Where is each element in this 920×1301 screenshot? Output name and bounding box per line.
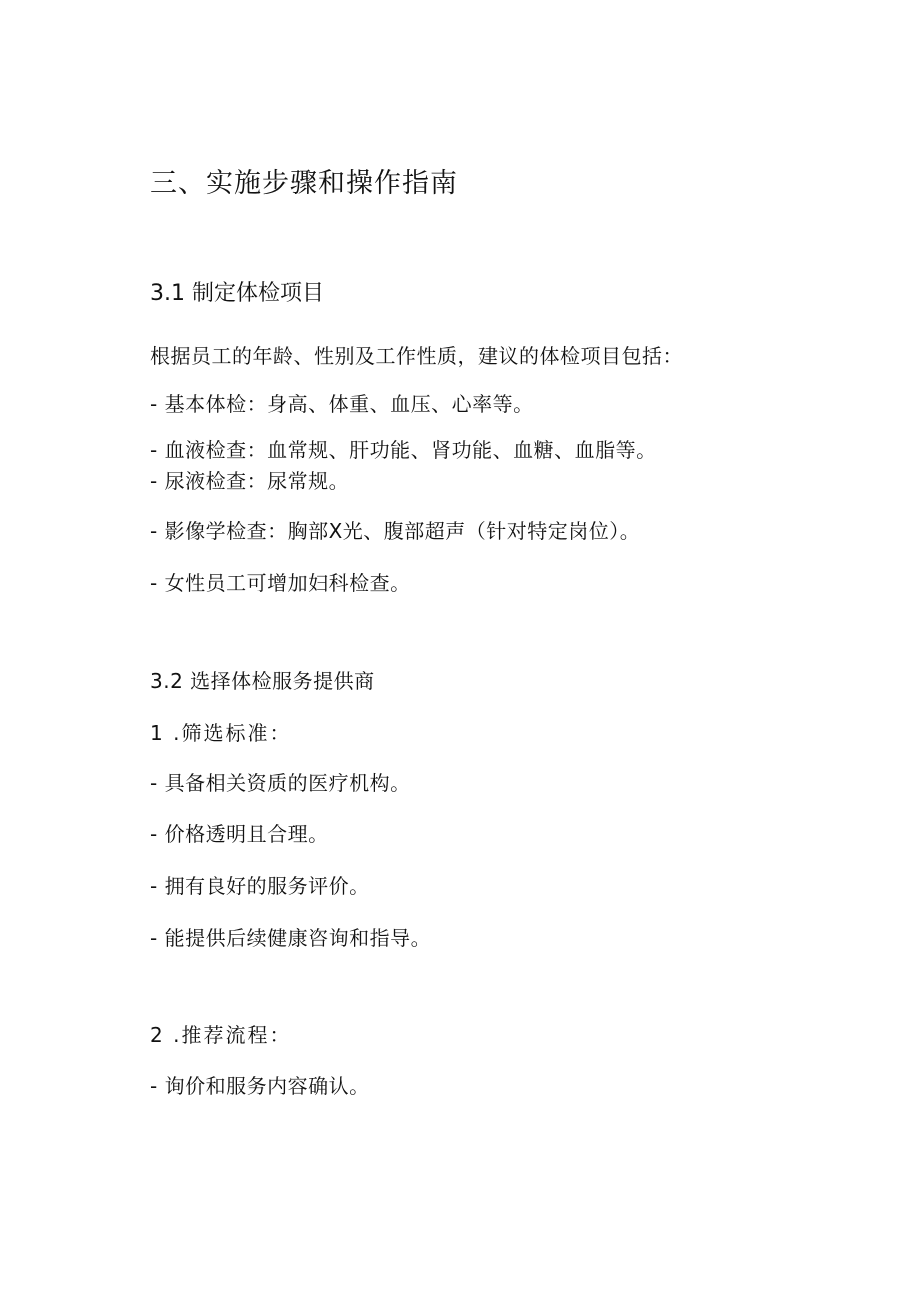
list-item: - 尿液检查：尿常规。	[150, 469, 350, 493]
list-item: - 能提供后续健康咨询和指导。	[150, 926, 432, 950]
page-title: 三、实施步骤和操作指南	[150, 168, 458, 199]
list-item: - 拥有良好的服务评价。	[150, 874, 370, 898]
section-heading-3-1: 3.1 制定体检项目	[150, 281, 324, 306]
list-item: - 询价和服务内容确认。	[150, 1074, 370, 1098]
section-heading-3-2: 3.2 选择体检服务提供商	[150, 669, 375, 693]
list-item: - 价格透明且合理。	[150, 822, 329, 846]
list-item: - 女性员工可增加妇科检查。	[150, 571, 411, 595]
list-item: - 具备相关资质的医疗机构。	[150, 771, 411, 795]
subsection-label-2: 2 .推荐流程：	[150, 1023, 292, 1047]
list-item: - 基本体检：身高、体重、血压、心率等。	[150, 392, 534, 416]
subsection-label-1: 1 .筛选标准：	[150, 721, 292, 745]
list-item: - 血液检查：血常规、肝功能、肾功能、血糖、血脂等。	[150, 438, 657, 462]
section-intro: 根据员工的年龄、性别及工作性质，建议的体检项目包括：	[150, 344, 683, 368]
list-item: - 影像学检查：胸部X光、腹部超声（针对特定岗位）。	[150, 519, 641, 543]
